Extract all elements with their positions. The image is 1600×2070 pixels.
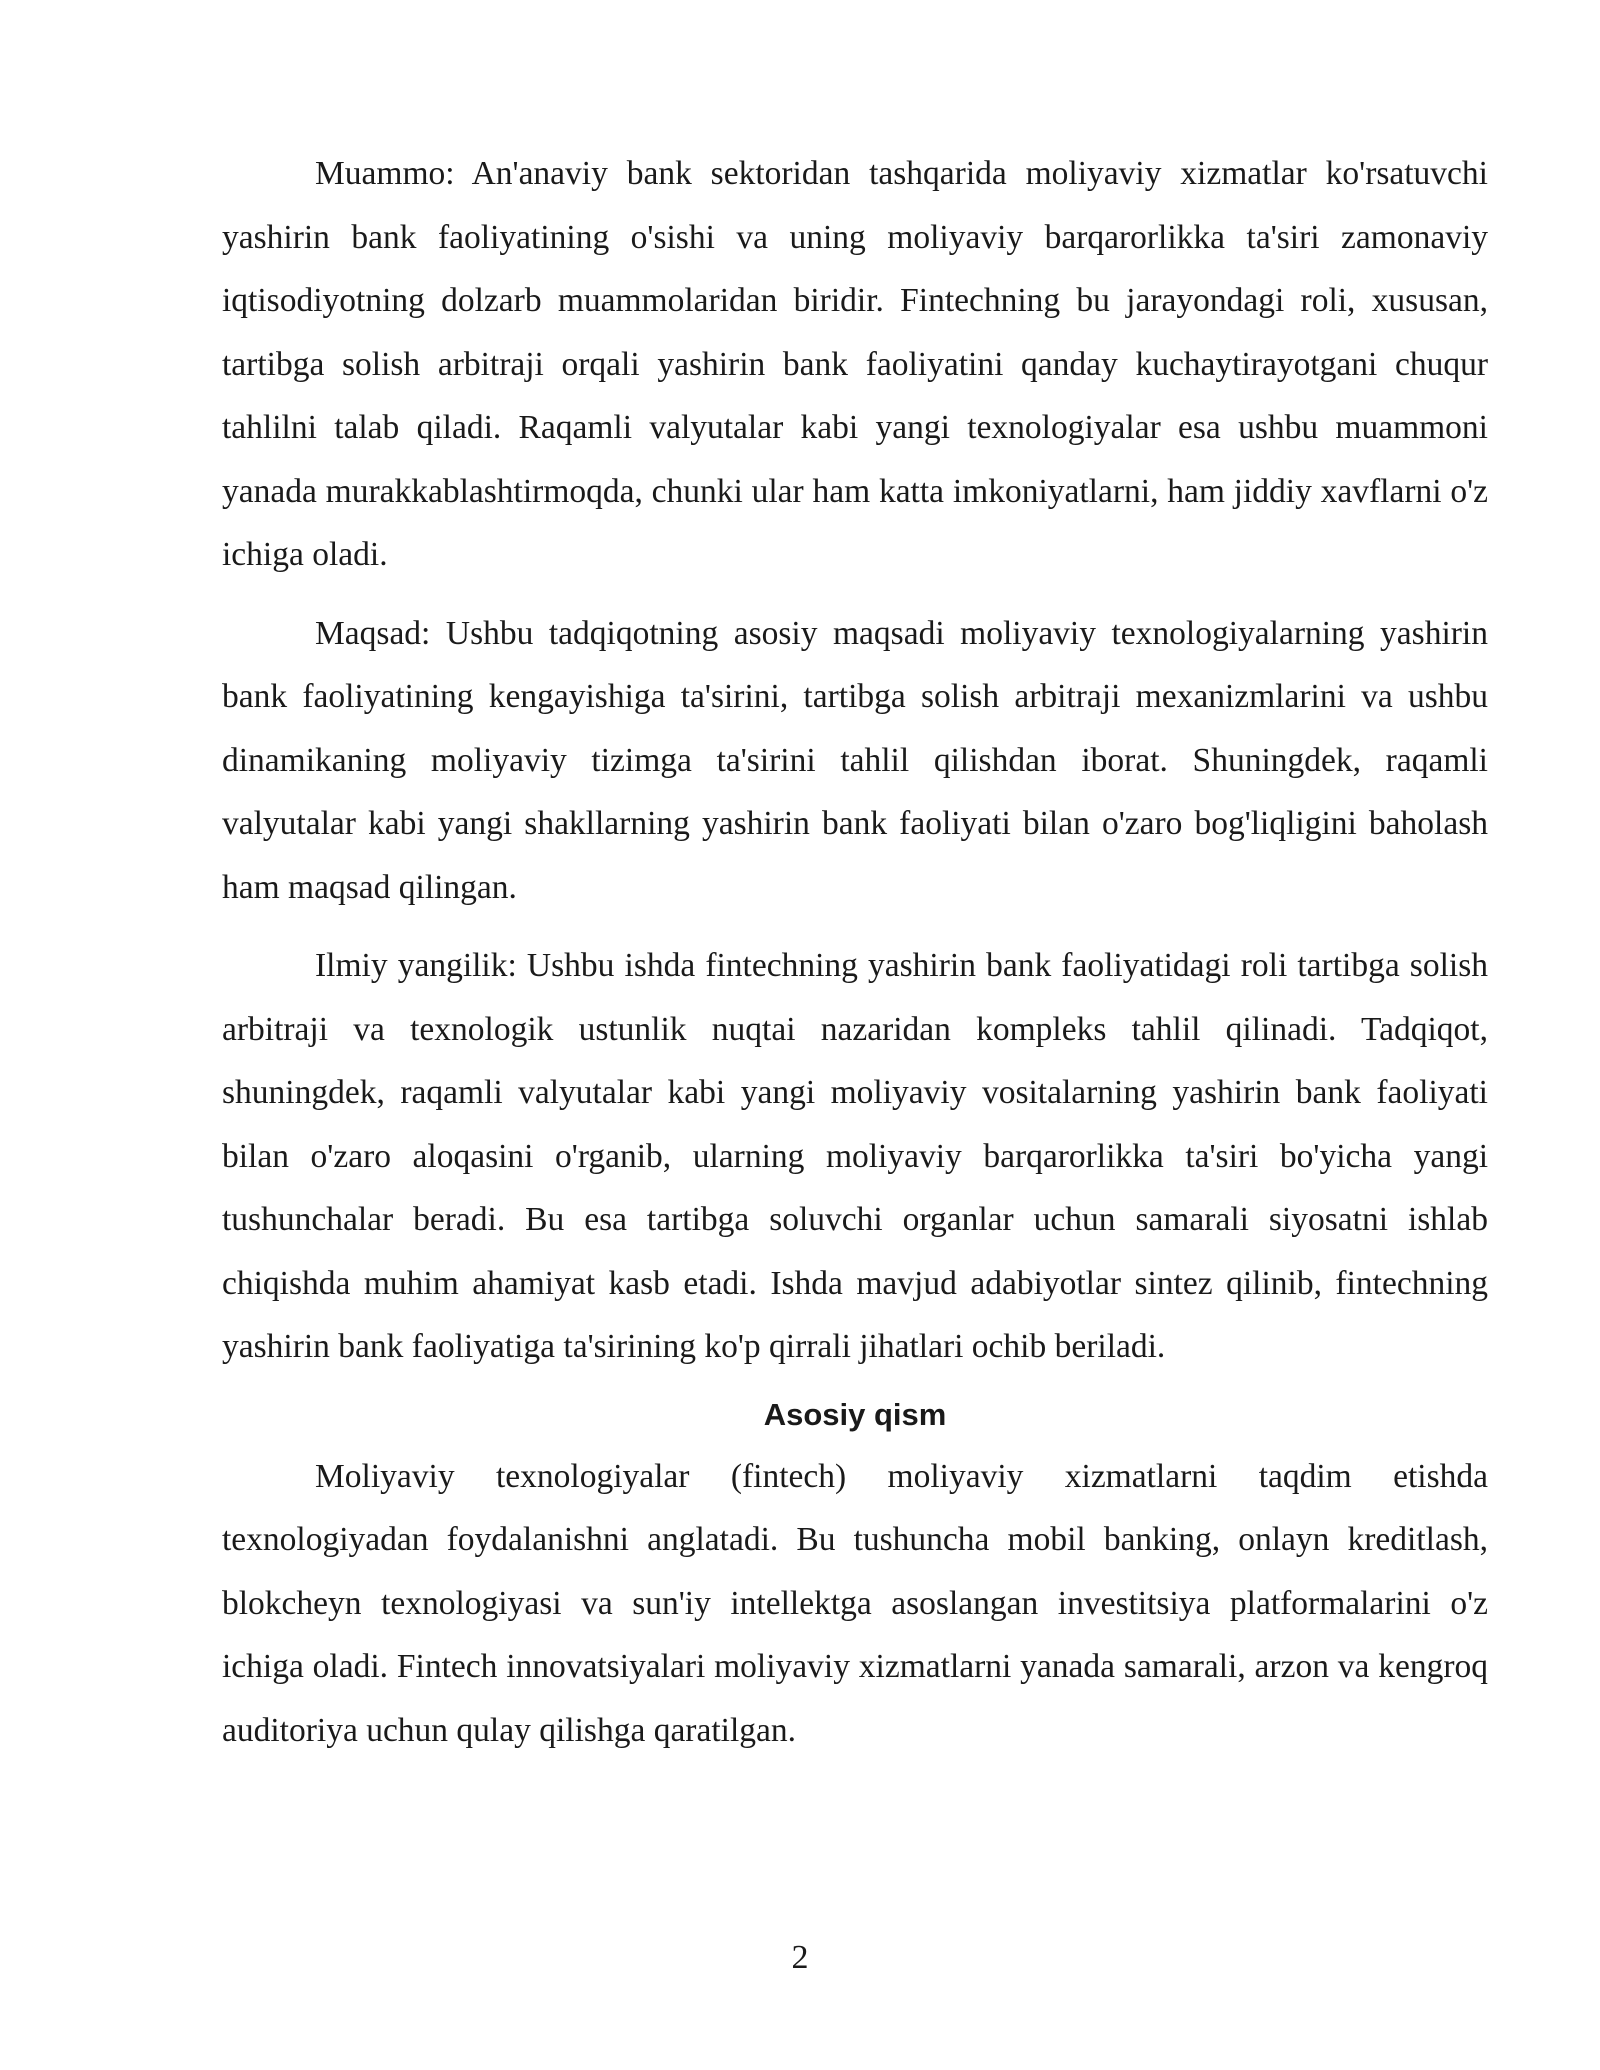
paragraph-ilmiy-yangilik: Ilmiy yangilik: Ushbu ishda fintechning yashirin bank faoliyatidagi roli tartibga solish arbitraji va texnologik ustunlik nuqtai nazaridan kompleks tahlil qilinadi. Tadqiqot, shuningdek, raqamli valyutalar kabi yangi moliyaviy vositalarning yashirin bank faoliyati bilan o'zaro aloqasini o'rganib, ularning moliyaviy barqarorlikka ta'siri bo'yicha yangi tushunchalar beradi. Bu esa tartibga soluvchi organlar uchun samarali siyosatni ishlab chiqishda muhim ahamiyat kasb etadi. Ishda mavjud adabiyotlar sintez qilinib, fintechning yashirin bank faoliyatiga ta'sirining ko'p qirrali jihatlari ochib beriladi. bbox=[222, 947, 1488, 1365]
paragraph-muammo: Muammo: An'anaviy bank sektoridan tashqarida moliyaviy xizmatlar ko'rsatuvchi yashirin bank faoliyatining o'sishi va uning moliyaviy barqarorlikka ta'siri zamonaviy iqtisodiyotning dolzarb muammolaridan biridir. Fintechning bu jarayondagi roli, xususan, tartibga solish arbitraji orqali yashirin bank faoliyatini qanday kuchaytirayotgani chuqur tahlilni talab qiladi. Raqamli valyutalar kabi yangi texnologiyalar esa ushbu muammoni yanada murakkablashtirmoqda, chunki ular ham katta imkoniyatlarni, ham jiddiy xavflarni o'z ichiga oladi. bbox=[222, 155, 1488, 573]
page-body bbox=[222, 142, 1488, 1777]
section-heading: Asosiy qism bbox=[763, 1396, 947, 1432]
page-number: 2 bbox=[791, 1939, 809, 1976]
paragraph-maqsad: Maqsad: Ushbu tadqiqotning asosiy maqsadi moliyaviy texnologiyalarning yashirin bank faoliyatining kengayishiga ta'sirini, tartibga solish arbitraji mexanizmlarini va ushbu dinamikaning moliyaviy tizimga ta'sirini tahlil qilishdan iborat. Shuningdek, raqamli valyutalar kabi yangi shakllarning yashirin bank faoliyati bilan o'zaro bog'liqligini baholash ham maqsad qilingan. bbox=[222, 614, 1488, 906]
paragraph-main-section: Moliyaviy texnologiyalar (fintech) moliyaviy xizmatlarni taqdim etishda texnologiyadan foydalanishni anglatadi. Bu tushuncha mobil banking, onlayn kreditlash, blokcheyn texnologiyasi va sun'iy intellektga asoslangan investitsiya platformalarini o'z ichiga oladi. Fintech innovatsiyalari moliyaviy xizmatlarni yanada samarali, arzon va kengroq auditoriya uchun qulay qilishga qaratilgan. bbox=[222, 1457, 1488, 1749]
